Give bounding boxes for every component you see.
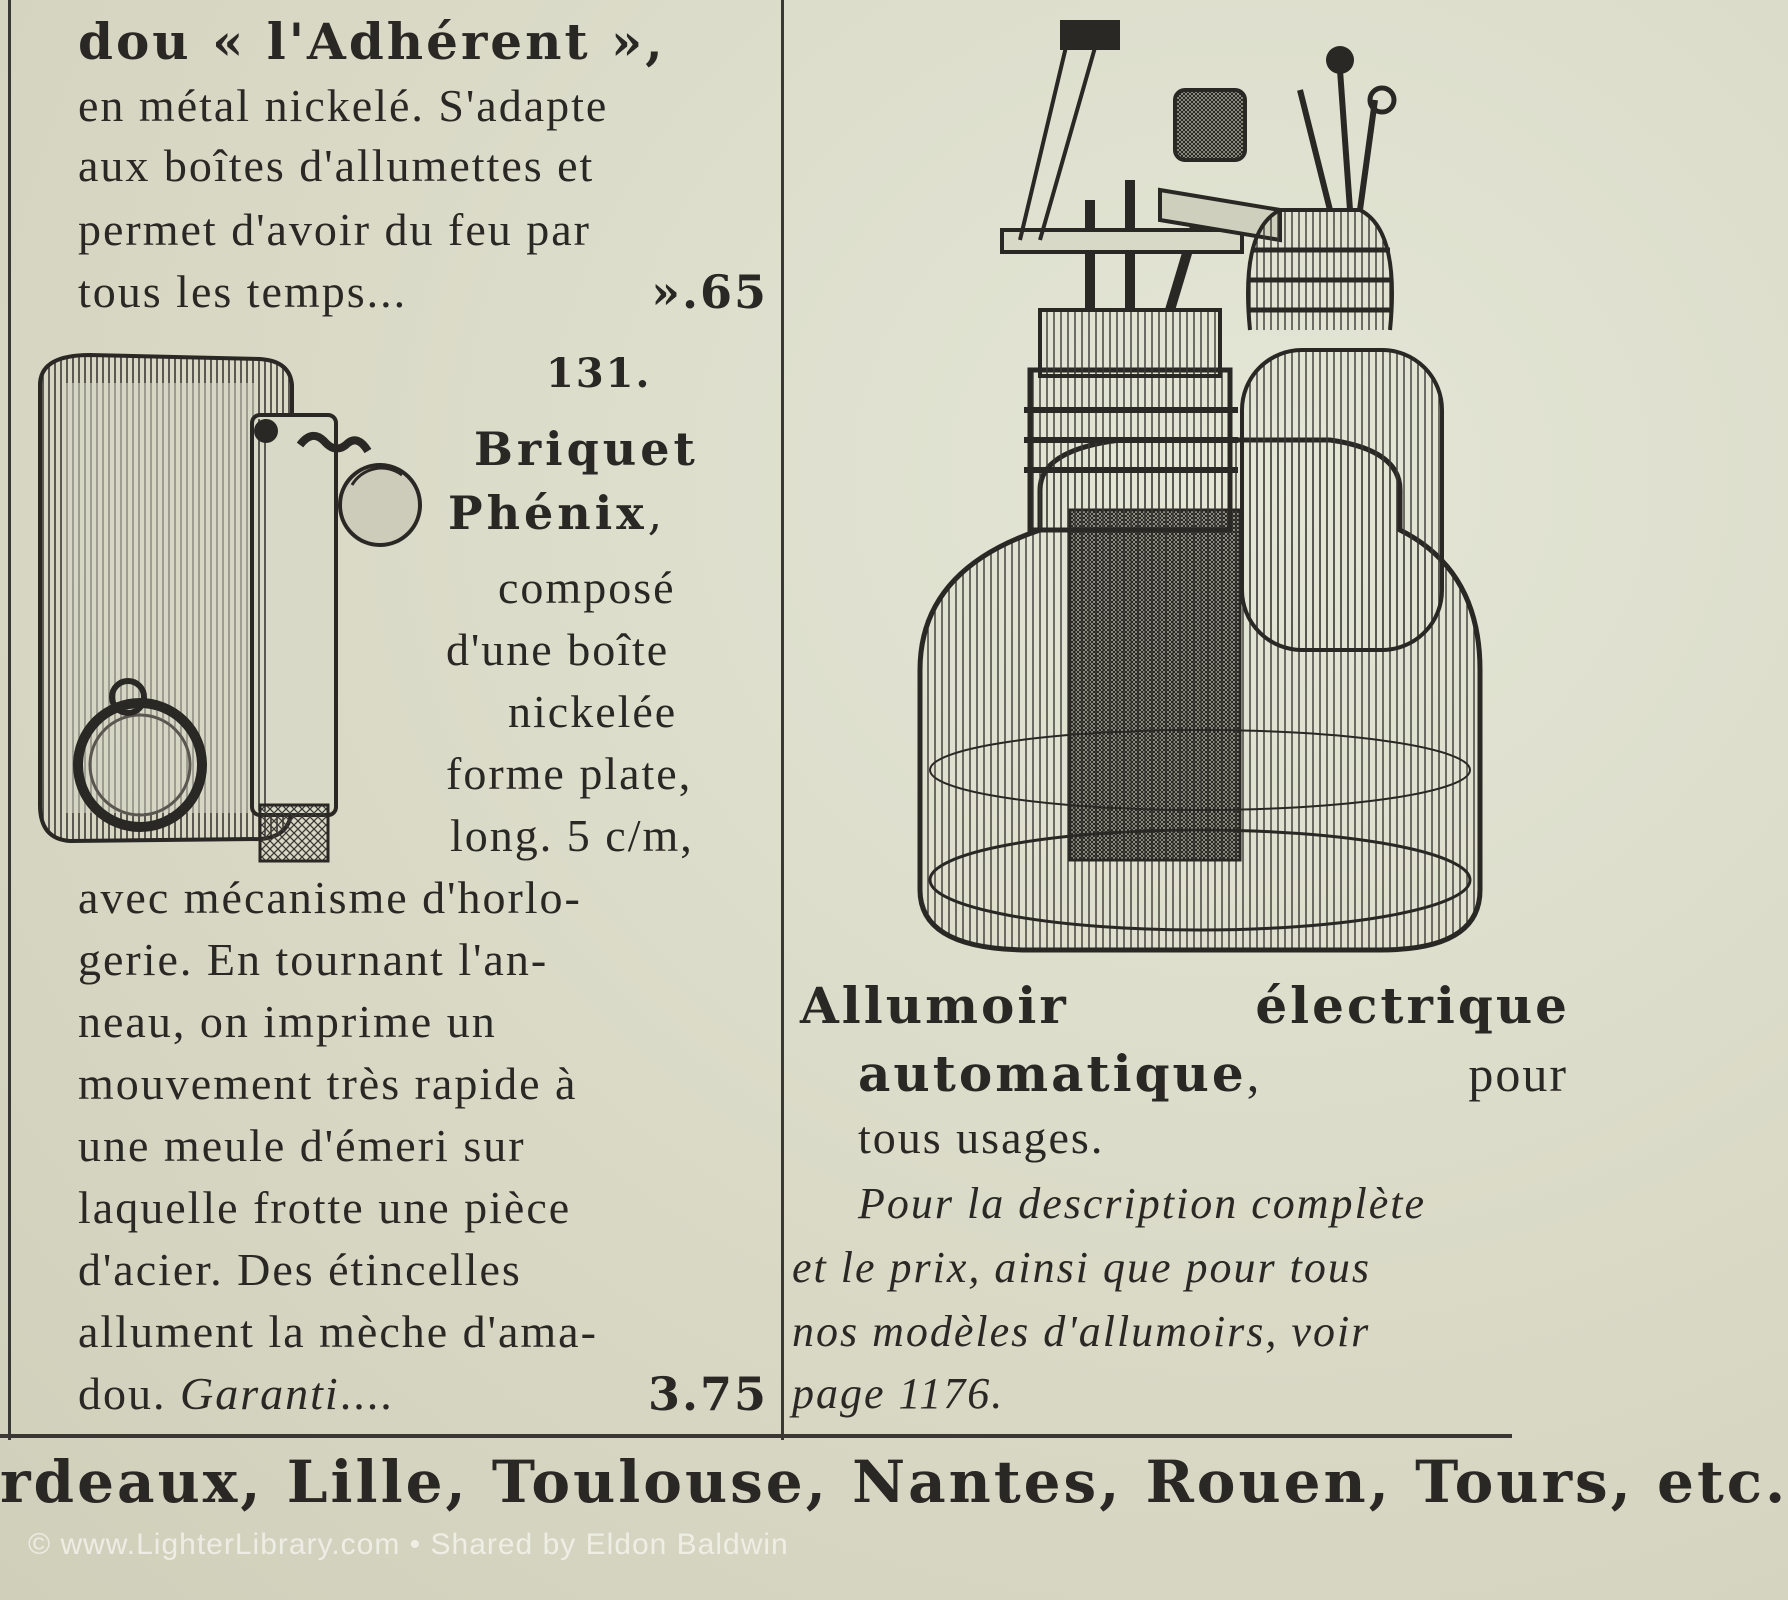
item-number: 131. xyxy=(546,350,652,397)
product-title-word: électrique xyxy=(1255,976,1570,1035)
watermark-text: © www.LighterLibrary.com • Shared by Eldon Baldwin xyxy=(28,1528,789,1561)
product-title-line-2 xyxy=(858,1046,1568,1102)
item-title-line-2 xyxy=(448,486,666,540)
text-line-price xyxy=(78,264,768,320)
column-divider-rule xyxy=(781,0,784,1440)
leader-dots: .... xyxy=(339,1368,394,1419)
text-line xyxy=(78,78,768,134)
line-text: en métal nickelé. S'adapte xyxy=(78,80,609,131)
text-line xyxy=(78,14,768,70)
body-last-line xyxy=(78,1366,768,1422)
price-label: ».65 xyxy=(651,265,768,319)
item-title-word: Phénix xyxy=(448,486,648,540)
last-line-prefix: dou. xyxy=(78,1368,167,1419)
body-line: avec mécanisme d'horlo- xyxy=(78,872,582,923)
body-line: laquelle frotte une pièce xyxy=(78,1182,572,1233)
body-line: neau, on imprime un xyxy=(78,996,497,1047)
electric-allumoir-icon xyxy=(920,10,1580,970)
product-title-line-1 xyxy=(800,978,1570,1034)
last-line-left xyxy=(78,1366,394,1422)
wrap-line: forme plate, xyxy=(446,748,693,799)
body-line: mouvement très rapide à xyxy=(78,1058,578,1109)
product-usage-line: tous usages. xyxy=(858,1112,1105,1163)
body-line: d'acier. Des étincelles xyxy=(78,1244,522,1295)
line-text: aux boîtes d'allumettes et xyxy=(78,140,595,191)
line-text: dou « l'Adhérent », xyxy=(78,12,666,71)
footer-rule xyxy=(0,1434,1512,1438)
footer-cities-text: rdeaux, Lille, Toulouse, Nantes, Rouen, Tours, etc. xyxy=(0,1448,1788,1516)
wrap-line: nickelée xyxy=(508,686,678,737)
title-punct: , xyxy=(1246,1046,1262,1102)
body-line: une meule d'émeri sur xyxy=(78,1120,526,1171)
line-text: tous les temps... xyxy=(78,266,408,317)
item-title-line-1: Briquet xyxy=(474,422,699,476)
description-line: et le prix, ainsi que pour tous xyxy=(792,1243,1371,1292)
description-line: Pour la description complète xyxy=(858,1179,1427,1228)
title-word: pour xyxy=(1468,1046,1568,1102)
body-line: gerie. En tournant l'an- xyxy=(78,934,549,985)
item-title-punct: , xyxy=(647,486,667,540)
phenix-lighter-icon xyxy=(30,345,375,865)
wrap-line: long. 5 c/m, xyxy=(450,810,694,861)
description-line: nos modèles d'allumoirs, voir xyxy=(792,1307,1371,1356)
product-title-word: automatique xyxy=(858,1044,1247,1103)
line-text: permet d'avoir du feu par xyxy=(78,204,591,255)
product-title-word: Allumoir xyxy=(800,976,1069,1035)
description-line: page 1176. xyxy=(792,1369,1005,1418)
wrap-line: d'une boîte xyxy=(446,624,670,675)
guarantee-label: Garanti xyxy=(180,1368,340,1419)
body-line: allument la mèche d'ama- xyxy=(78,1306,598,1357)
text-line xyxy=(78,138,768,194)
footer-cities xyxy=(0,1448,1788,1528)
text-line xyxy=(78,202,768,258)
wrap-line: composé xyxy=(498,562,676,613)
price-label: 3.75 xyxy=(647,1367,768,1421)
left-border-rule xyxy=(8,0,11,1440)
